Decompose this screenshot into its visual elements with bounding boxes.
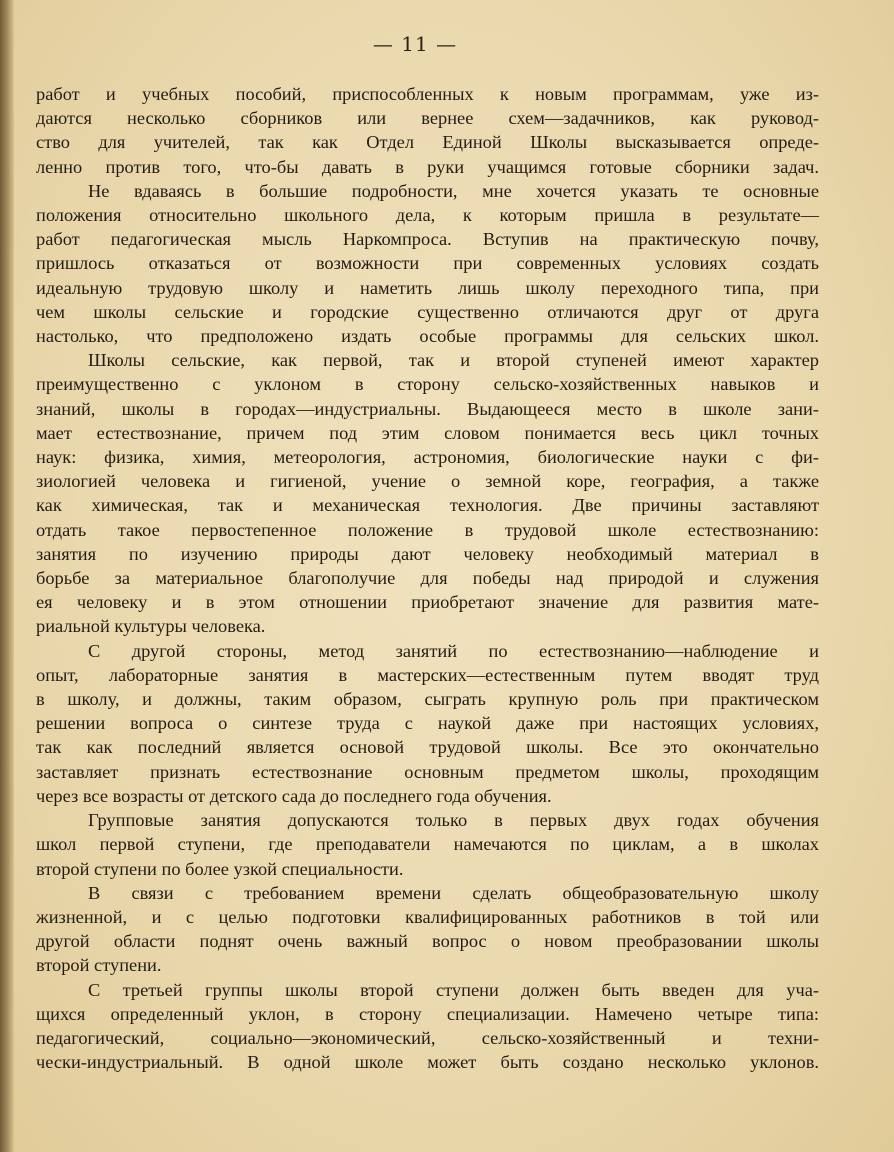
- text-line: настолько, что предположено издать особые программы для сельских школ.: [36, 326, 819, 347]
- text-line: идеальную трудовую школу и наметить лишь школу переходного типа, при: [36, 277, 819, 298]
- text-line: щихся определенный уклон, в сторону специализации. Намечено четыре типа:: [36, 1003, 819, 1024]
- text-line: через все возрасты от детского сада до последнего года обучения.: [36, 785, 552, 806]
- text-line: в школу, и должны, таким образом, сыграть крупную роль при практическом: [36, 689, 819, 710]
- text-line: даются несколько сборников или вернее схем—задачников, как руковод-: [36, 108, 819, 129]
- text-line: заставляет признать естествознание основным предметом школы, проходящим: [36, 761, 819, 782]
- text-line: работ педагогическая мысль Наркомпроса. Вступив на практическую почву,: [36, 229, 819, 250]
- body-text: [36, 82, 819, 1074]
- text-line: решении вопроса о синтезе труда с наукой даже при настоящих условиях,: [36, 713, 819, 734]
- text-line: борьбе за материальное благополучие для победы над природой и служения: [36, 568, 819, 589]
- text-line: пришлось отказаться от возможности при современных условиях создать: [36, 253, 819, 274]
- text-line: так как последний является основой трудовой школы. Все это окончательно: [36, 737, 819, 758]
- text-line: положения относительно школьного дела, к которым пришла в результате—: [36, 205, 819, 226]
- text-line: занятия по изучению природы дают человеку необходимый материал в: [36, 543, 819, 564]
- text-line: Школы сельские, как первой, так и второй ступеней имеют характер: [88, 350, 819, 371]
- text-line: преимущественно с уклоном в сторону сельско-хозяйственных навыков и: [36, 374, 819, 395]
- text-line: другой области поднят очень важный вопрос о новом преобразовании школы: [36, 931, 819, 952]
- text-line: наук: физика, химия, метеорология, астрономия, биологические науки с фи-: [36, 447, 819, 468]
- text-line: В связи с требованием времени сделать общеобразовательную школу: [88, 882, 819, 903]
- text-line: С третьей группы школы второй ступени должен быть введен для уча-: [88, 979, 819, 1000]
- text-line: как химическая, так и механическая технология. Две причины заставляют: [36, 495, 819, 516]
- text-line: работ и учебных пособий, приспособленных к новым программам, уже из-: [36, 84, 819, 104]
- text-line: зиологией человека и гигиеной, учение о земной коре, география, а также: [36, 471, 819, 492]
- text-line: ство для учителей, так как Отдел Единой Школы высказывается опреде-: [36, 132, 819, 153]
- text-line: чем школы сельские и городские существенно отличаются друг от друга: [36, 301, 819, 322]
- text-line: ленно против того, что-бы давать в руки учащимся готовые сборники задач.: [36, 156, 819, 177]
- text-line: ея человеку и в этом отношении приобретают значение для развития мате-: [36, 592, 819, 613]
- text-line: Групповые занятия допускаются только в первых двух годах обучения: [88, 810, 819, 831]
- text-line: С другой стороны, метод занятий по естествознанию—наблюдение и: [88, 640, 819, 661]
- text-line: риальной культуры человека.: [36, 616, 266, 637]
- text-line: Не вдаваясь в большие подробности, мне хочется указать те основные: [88, 180, 819, 201]
- page-number: — 11 —: [372, 32, 458, 56]
- text-line: знаний, школы в городах—индустриальны. Выдающееся место в школе зани-: [36, 398, 819, 419]
- text-line: школ первой ступени, где преподаватели намечаются по циклам, а в школах: [36, 834, 819, 855]
- text-line: мает естествознание, причем под этим словом понимается весь цикл точных: [36, 422, 819, 443]
- text-line: второй ступени по более узкой специальности.: [36, 858, 404, 879]
- book-spine-edge: [0, 0, 14, 1152]
- text-line: педагогический, социально—экономический, сельско-хозяйственный и техни-: [36, 1027, 819, 1048]
- text-line: чески-индустриальный. В одной школе может быть создано несколько уклонов.: [36, 1052, 819, 1073]
- text-line: второй ступени.: [36, 955, 162, 976]
- text-line: жизненной, и с целью подготовки квалифицированных работников в той или: [36, 906, 819, 927]
- text-line: опыт, лабораторные занятия в мастерских—естественным путем вводят труд: [36, 664, 819, 685]
- text-line: отдать такое первостепенное положение в трудовой школе естествознанию:: [36, 519, 819, 540]
